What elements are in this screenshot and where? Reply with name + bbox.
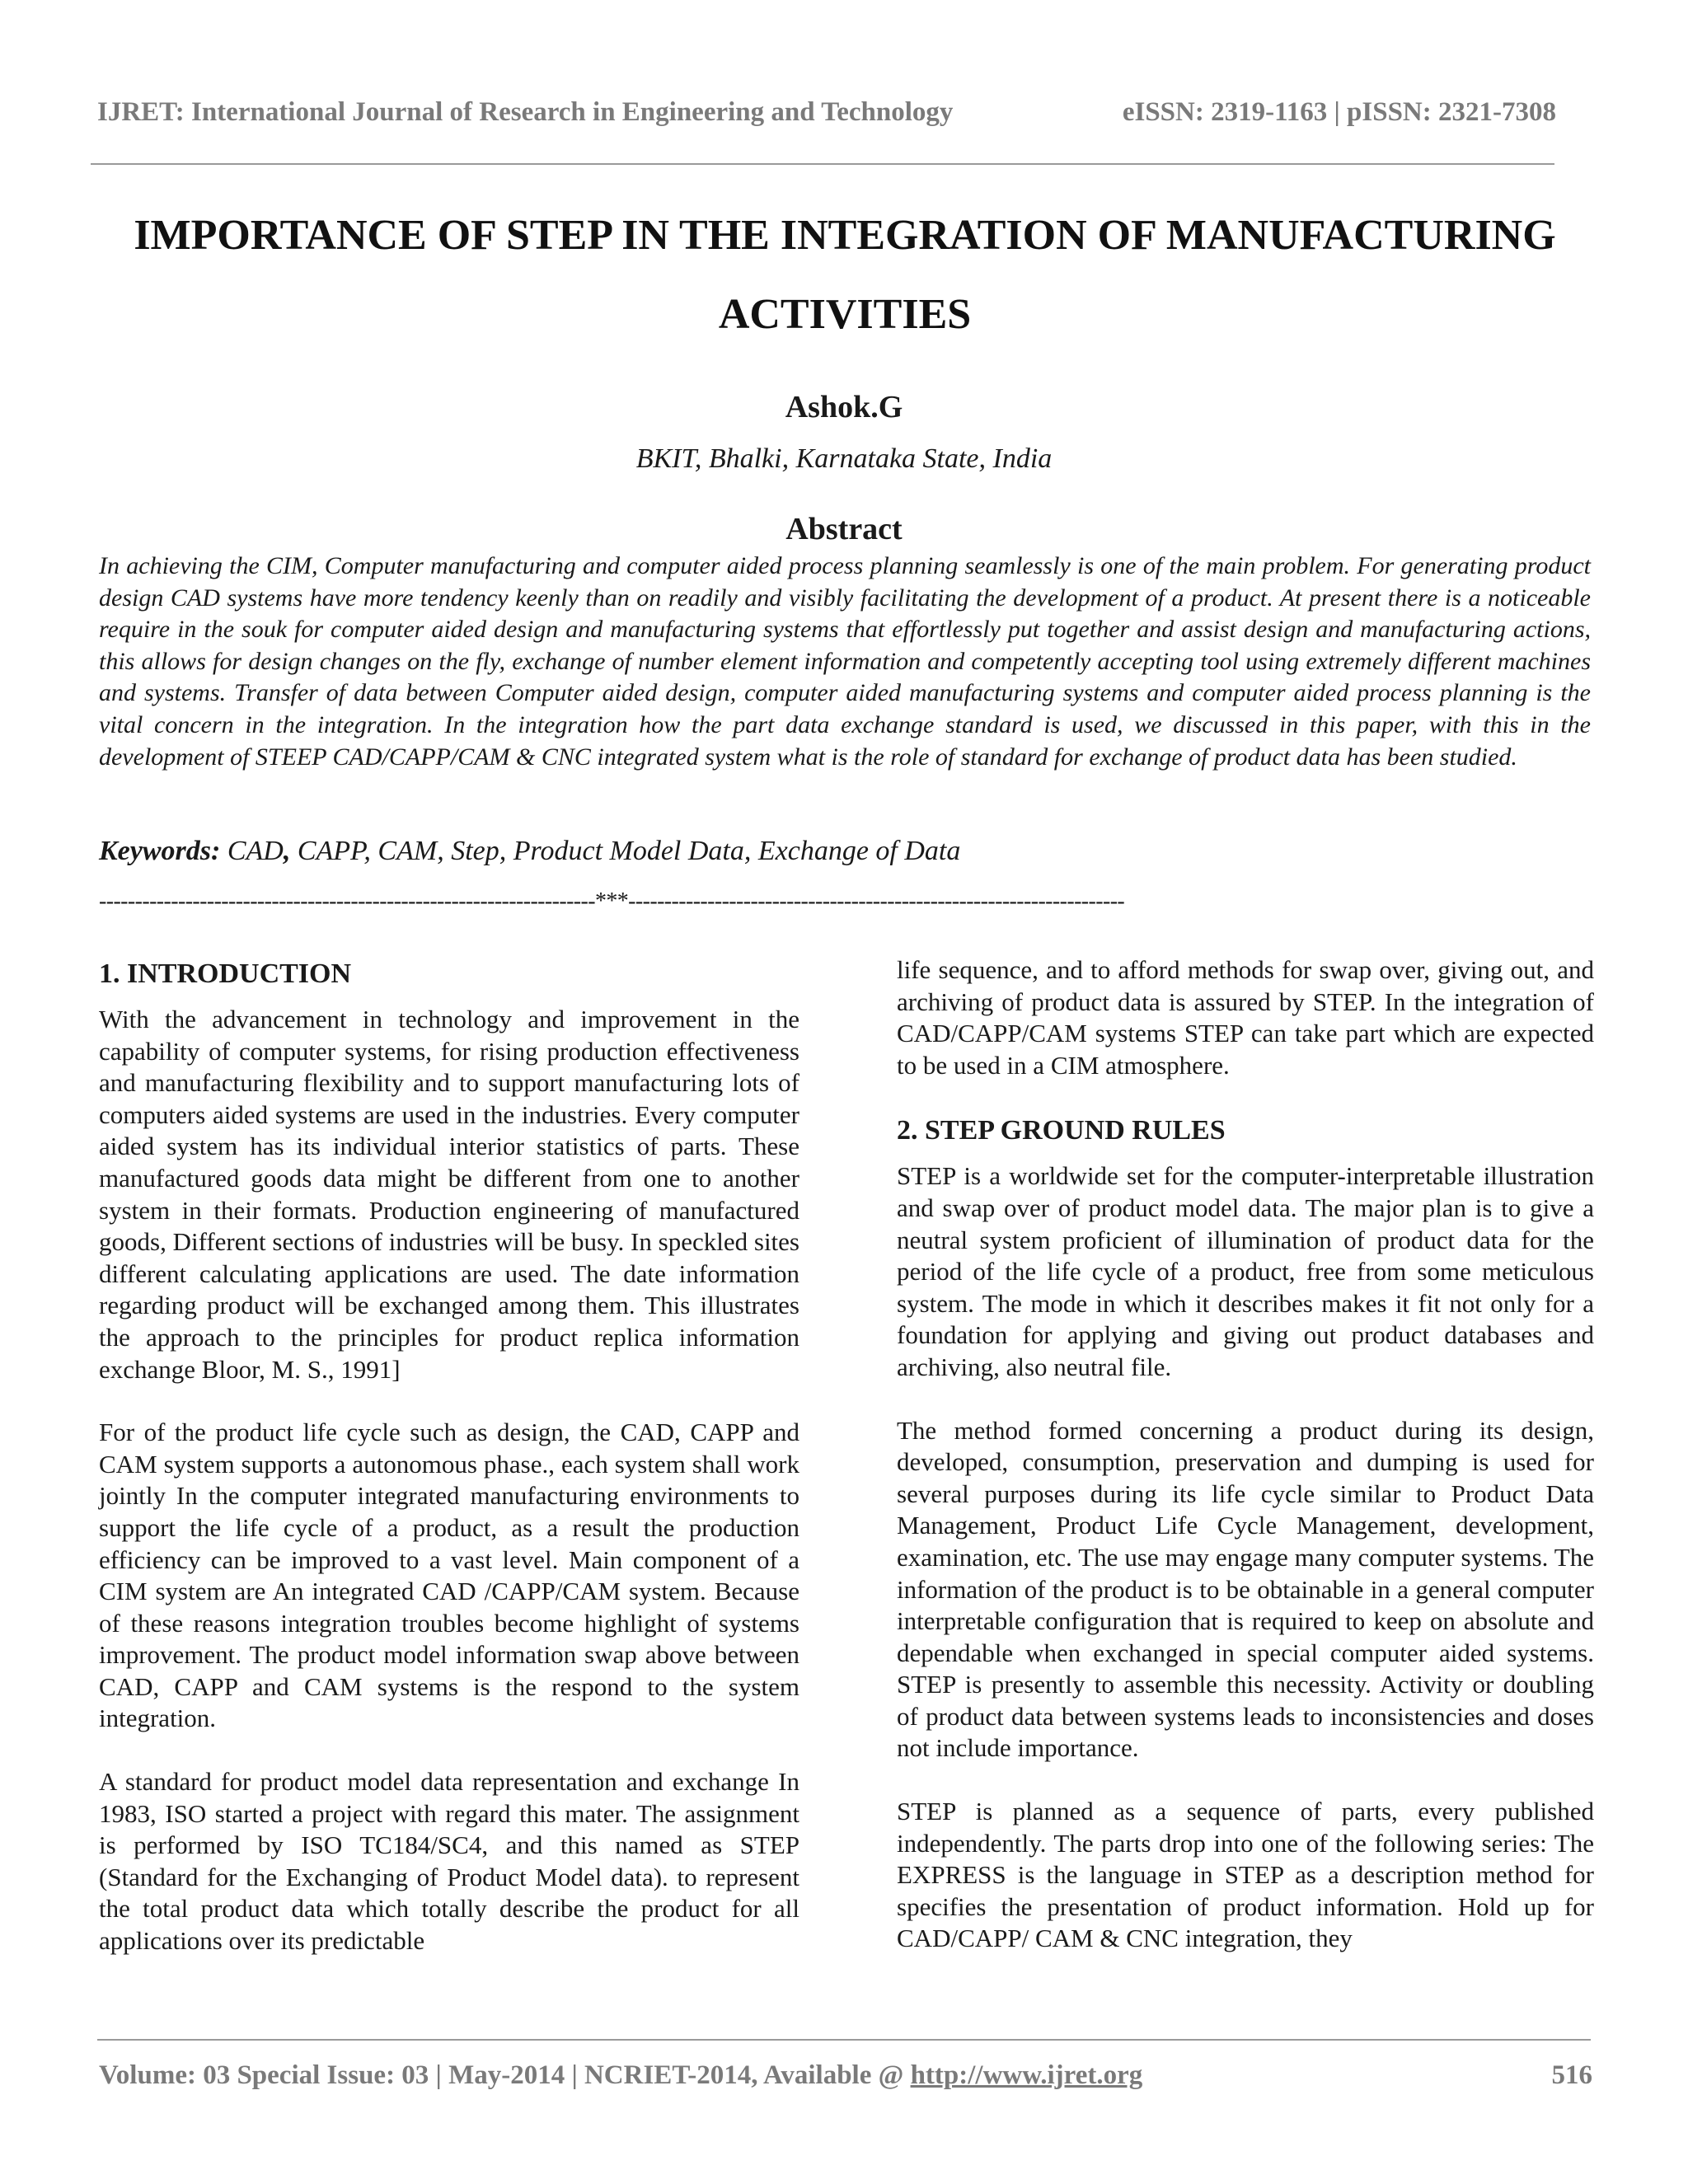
- header-rule: [91, 163, 1554, 165]
- paragraph: The method formed concerning a product during its design, developed, consumption, preservation and dumping is used for several purposes during its life cycle similar to Product Data Management, Product Life Cycle Management, development, examination, etc. The use may engage many computer systems. The information of the product is to be obtainable in a general computer interpretable configuration that is required to keep on absolute and dependable when exchanged in special computer aided systems. STEP is presently to assemble this necessity. Activity or doubling of product data between systems leads to inconsistencies and doses not include importance.: [897, 1415, 1594, 1763]
- section-heading-introduction: 1. INTRODUCTION: [99, 958, 352, 989]
- paragraph: STEP is a worldwide set for the computer-interpretable illustration and swap over of product model data. The major plan is to give a neutral system proficient of illumination of product data for the period of the life cycle of a product, free from some meticulous system. The mode in which it describes makes it fit not only for a foundation for applying and giving out product databases and archiving, also neutral file.: [897, 1161, 1594, 1381]
- keyword-comma: ,: [283, 836, 291, 866]
- running-header: [97, 97, 1556, 128]
- paragraph: For of the product life cycle such as design, the CAD, CAPP and CAM system supports a autonomous phase., each system shall work jointly In the computer integrated manufacturing environments to support the life cycle of a product, as a result the production efficiency can be improved to a vast level. Main component of a CIM system are An integrated CAD /CAPP/CAM system. Because of these reasons integration troubles become highlight of systems improvement. The product model information swap above between CAD, CAPP and CAM systems is the respond to the system integration.: [99, 1418, 799, 1733]
- footer-rule: [97, 2039, 1591, 2041]
- left-column: [99, 956, 799, 1989]
- keywords-label: Keywords:: [99, 836, 221, 866]
- issn: eISSN: 2319-1163 | pISSN: 2321-7308: [1122, 97, 1556, 127]
- keywords: [99, 836, 1591, 867]
- author-name: Ashok.G: [785, 390, 903, 424]
- paragraph: With the advancement in technology and improvement in the capability of computer systems, for rising production effectiveness and manufacturing flexibility and to support manufacturing lots of computers aided systems are used in the industries. Every computer aided system has its individual interior statistics of parts. These manufactured goods data might be different from one to another system in their formats. Production engineering of manufactured goods, Different sections of industries will be busy. In speckled sites different calculating applications are used. The date information regarding product will be exchanged among them. This illustrates the approach to the principles for product replica information exchange Bloor, M. S., 1991]: [99, 1005, 799, 1384]
- page-number: 516: [1551, 2060, 1592, 2090]
- right-column: [897, 954, 1594, 1986]
- journal-url-link[interactable]: http://www.ijret.org: [910, 2060, 1143, 2090]
- keywords-rest: CAPP, CAM, Step, Product Model Data, Exchange of Data: [290, 836, 961, 866]
- abstract-text: In achieving the CIM, Computer manufacturing and computer aided process planning seamlessly is one of the main problem. For generating product design CAD systems have more tendency keenly than on readily and visibly facilitating the development of a product. At present there is a noticeable require in the souk for computer aided design and manufacturing systems that effortlessly put together and assist design and manufacturing actions, this allows for design changes on the fly, exchange of number element information and competently accepting tool using extremely different machines and systems. Transfer of data between Computer aided design, computer aided manufacturing systems and computer aided process planning is the vital concern in the integration. In the integration how the part data exchange standard is used, we discussed in this paper, with this in the development of STEEP CAD/CAPP/CAM & CNC integrated system what is the role of standard for exchange of product data has been studied.: [99, 552, 1591, 771]
- section-separator: ---------------------------------------------------------------------***---------------------------------------------------------------------: [99, 888, 1125, 914]
- section-heading-step-ground-rules: 2. STEP GROUND RULES: [897, 1115, 1226, 1146]
- paper-title: IMPORTANCE OF STEP IN THE INTEGRATION OF MANUFACTURING ACTIVITIES: [134, 212, 1556, 338]
- running-footer: [99, 2060, 1592, 2091]
- paragraph: STEP is planned as a sequence of parts, every published independently. The parts drop into one of the following series: The EXPRESS is the language in STEP as a description method for specifies the presentation of product information. Hold up for CAD/CAPP/ CAM & CNC integration, they: [897, 1797, 1594, 1953]
- footer-citation: [99, 2060, 1142, 2091]
- journal-name: IJRET: International Journal of Research in Engineering and Technology: [97, 97, 954, 127]
- keyword-first: CAD: [227, 836, 284, 866]
- paragraph: life sequence, and to afford methods for swap over, giving out, and archiving of product data is assured by STEP. In the integration of CAD/CAPP/CAM systems STEP can take part which are expected to be used in a CIM atmosphere.: [897, 955, 1594, 1080]
- paragraph: A standard for product model data representation and exchange In 1983, ISO started a project with regard this mater. The assignment is performed by ISO TC184/SC4, and this named as STEP (Standard for the Exchanging of Product Model data). to represent the total product data which totally describe the product for all applications over its predictable: [99, 1767, 799, 1956]
- footer-citation-text: Volume: 03 Special Issue: 03 | May-2014 | NCRIET-2014, Available @: [99, 2060, 911, 2090]
- author-affiliation: BKIT, Bhalki, Karnataka State, India: [635, 443, 1053, 474]
- abstract-heading: Abstract: [785, 512, 903, 546]
